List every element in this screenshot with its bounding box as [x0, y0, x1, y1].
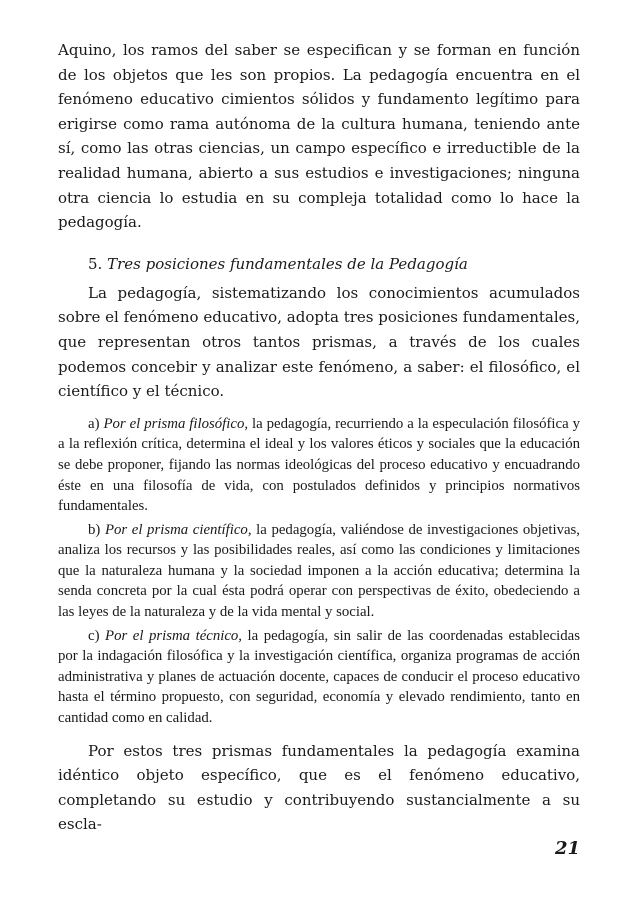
item-c-text: la pedagogía, sin salir de las coordenadas establecidas por la indagación filosófica y la investigación científica, organiza programas de acción administrativa y planes de actuación docente, capaces de conducir el proceso educativo hasta el término propuesto, con seguridad, economía y elevado rendimiento, tanto en cantidad como en calidad.: [58, 627, 580, 727]
section-title: Tres posiciones fundamentales de la Pedagogía: [107, 254, 468, 273]
intro-paragraph: Aquino, los ramos del saber se especifican y se forman en función de los objetos que les son propios. La pedagogía encuentra en el fenómeno educativo cimientos sólidos y fundamento legítimo para erigirse como rama autónoma de la cultura humana, teniendo ante sí, como las otras ciencias, un campo específico e irreductible de la realidad humana, abierto a sus estudios e investigaciones; ninguna otra ciencia lo estudia en su compleja totalidad como lo hace la pedagogía.: [58, 41, 580, 232]
section-intro-paragraph: La pedagogía, sistematizando los conocimientos acumulados sobre el fenómeno educativo, adopta tres posiciones fundamentales, que representan otros tantos prismas, a través de los cuales podemos concebir y analizar este fenómeno, a saber: el filosófico, el científico y el técnico.: [58, 283, 580, 401]
item-b-label: b): [88, 521, 101, 538]
item-a-label: a): [88, 415, 100, 432]
item-b-text: la pedagogía, valiéndose de investigaciones objetivas, analiza los recursos y las posibilidades reales, así como las condiciones y limitaciones que la naturaleza humana y la sociedad imponen a la acción educativa; determina la senda concreta por la cual ésta podrá operar con perspectivas de éxito, obedeciendo a las leyes de la naturaleza y de la vida mental y social.: [58, 521, 581, 621]
item-b-title: Por el prisma científico,: [104, 521, 252, 538]
page-number: 21: [554, 838, 580, 859]
closing-paragraph: Por estos tres prismas fundamentales la pedagogía examina idéntico objeto específico, que es el fenómeno educativo, completando su estudio y contribuyendo sustancialmente a su escla-: [58, 741, 580, 834]
item-a-text: la pedagogía, recurriendo a la especulación filosófica y a la reflexión crítica, determina el ideal y los valores éticos y sociales que la educación se debe proponer, fijando las normas ideológicas del proceso educativo y encuadrando éste en una filosofía de vida, con postulados definidos y principios normativos fundamentales.: [58, 415, 580, 515]
item-a-title: Por el prisma filosófico,: [103, 415, 249, 432]
item-b-paragraph: [58, 520, 580, 623]
item-c-paragraph: [58, 626, 580, 729]
item-c-label: c): [88, 627, 100, 644]
item-c-title: Por el prisma técnico,: [105, 627, 243, 644]
section-number: 5.: [88, 254, 103, 273]
section-heading: [88, 253, 580, 275]
item-a-paragraph: [58, 414, 580, 517]
page-body: [58, 38, 580, 837]
